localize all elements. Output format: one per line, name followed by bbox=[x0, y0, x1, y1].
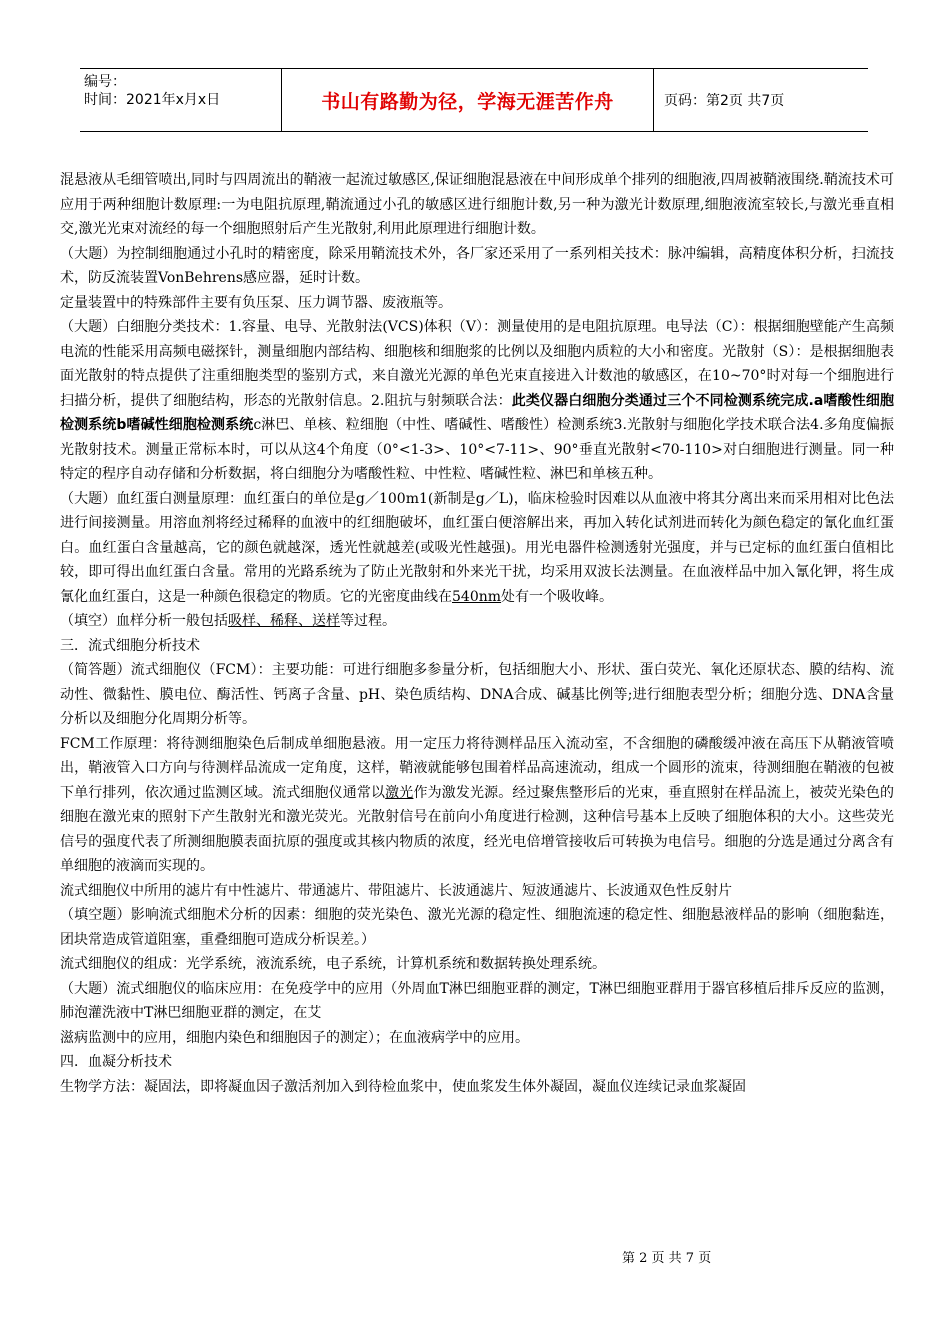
paragraph: 流式细胞仪中所用的滤片有中性滤片、带通滤片、带阻滤片、长波通滤片、短波通滤片、长波通双色性反射片 bbox=[60, 882, 732, 899]
header-meta bbox=[80, 69, 282, 131]
paragraph: 滋病监测中的应用，细胞内染色和细胞因子的测定）；在血液病学中的应用。 bbox=[60, 1029, 529, 1046]
underlined-answer: 540nm bbox=[452, 588, 502, 605]
paragraph: （简答题）流式细胞仪（FCM）：主要功能：可进行细胞多参量分析，包括细胞大小、形状、蛋白荧光、氧化还原状态、膜的结构、流动性、微黏性、膜电位、酶活性、钙离子含量、pH、染色质结构、DNA合成、碱基比例等;进行细胞表型分析；细胞分选、DNA含量分析以及细胞分化周期分析等。 bbox=[60, 662, 894, 727]
header-number-label: 编号： bbox=[84, 74, 126, 90]
section-heading: 三．流式细胞分析技术 bbox=[60, 637, 200, 654]
paragraph bbox=[60, 609, 894, 634]
paragraph: 定量装置中的特殊部件主要有负压泵、压力调节器、废液瓶等。 bbox=[60, 294, 452, 311]
paragraph: （大题）流式细胞仪的临床应用：在免疫学中的应用（外周血T淋巴细胞亚群的测定，T淋巴细胞亚群用于器官移植后排斥反应的监测，肺泡灌洗液中T淋巴细胞亚群的测定，在艾 bbox=[60, 980, 894, 1021]
footer-page-number: 第 2 页 共 7 页 bbox=[622, 1251, 712, 1266]
text-run: （填空）血样分析一般包括 bbox=[60, 613, 228, 629]
text-run: 等过程。 bbox=[340, 613, 396, 629]
paragraph bbox=[60, 732, 894, 879]
underlined-answer: 激光 bbox=[385, 784, 414, 801]
text-run: （大题）血红蛋白测量原理：血红蛋白的单位是g／100m1(新制是g／L)，临床检验时因难以从血液中将其分离出来而采用相对比色法进行间接测量。用溶血剂将经过稀释的血液中的红细胞破坏，血红蛋白便溶解出来，再加入转化试剂进而转化为颜色稳定的氰化血红蛋白。血红蛋白含量越高，它的颜色就越深，透光性就越差(或吸光性越强)。用光电器件检测透射光强度，并与已定标的血红蛋白值相比较，即可得出血红蛋白含量。常用的光路系统为了防止光散射和外来光干扰，均采用双波长法测量。在血液样品中加入氰化钾，将生成氰化血红蛋白，这是一种颜色很稳定的物质。它的光密度曲线在 bbox=[60, 490, 894, 605]
header-time: 时间：2021年x月x日 bbox=[84, 92, 221, 108]
text-run: （大题）白细胞分类技术：1.容量、电导、光散射法(VCS)体积（V）：测量使用的是电阻抗原理。电导法（C）：根据细胞壁能产生高频电流的性能采用高频电磁探针，测量细胞内部结构、细胞核和细胞浆的比例以及细胞内质粒的大小和密度。光散射（S）：是根据细胞表面光散射的特点提供了注重细胞类型的鉴别方式，来自激光光源的单色光束直接进入计数池的敏感区，在10~70°时对每一个细胞进行扫描分析，提供了细胞结构，形态的光散射信息。2.阻抗与射频联合法： bbox=[60, 319, 894, 409]
paragraph: （大题）为控制细胞通过小孔时的精密度，除采用鞘流技术外，各厂家还采用了一系列相关技术：脉冲编辑，高精度体积分析，扫流技术，防反流装置VonBehrens感应器，延时计数。 bbox=[60, 245, 894, 286]
document-body bbox=[60, 168, 894, 1099]
bold-text-run: 此类仪器白细胞分类通过三个不同检测系统完成.a嗜酸性细胞检测系统b嗜碱性细胞检测系统 bbox=[60, 392, 894, 433]
section-heading: 四．血凝分析技术 bbox=[60, 1054, 172, 1070]
text-run: 处有一个吸收峰。 bbox=[501, 588, 614, 605]
paragraph bbox=[60, 315, 894, 487]
paragraph: 混悬液从毛细管喷出,同时与四周流出的鞘液一起流过敏感区,保证细胞混悬液在中间形成单个排列的细胞液,四周被鞘液围绕.鞘流技术可应用于两种细胞计数原理:一为电阻抗原理,鞘流通过小孔的敏感区进行细胞计数,另一种为激光计数原理,细胞液流室较长,与激光垂直相交,激光光束对流经的每一个细胞照射后产生光散射,利用此原理进行细胞计数。 bbox=[60, 172, 894, 237]
paragraph: 生物学方法：凝固法，即将凝血因子激活剂加入到待检血浆中，使血浆发生体外凝固，凝血仪连续记录血浆凝固 bbox=[60, 1078, 746, 1095]
text-run: 作为激发光源。经过聚焦整形后的光束，垂直照射在样品流上，被荧光染色的细胞在激光束的照射下产生散射光和激光荧光。光散射信号在前向小角度进行检测，这种信号基本上反映了细胞体积的大小。这些荧光信号的强度代表了所测细胞膜表面抗原的强度或其核内物质的浓度，经光电倍增管接收后可转换为电信号。细胞的分选是通过分离含有单细胞的液滴而实现的。 bbox=[60, 784, 895, 874]
paragraph: 流式细胞仪的组成：光学系统，液流系统，电子系统，计算机系统和数据转换处理系统。 bbox=[60, 956, 606, 972]
header-motto: 书山有路勤为径，学海无涯苦作舟 bbox=[282, 69, 654, 131]
paragraph bbox=[60, 487, 894, 610]
header-page-number: 页码：第2页 共7页 bbox=[664, 93, 785, 109]
page-header bbox=[80, 68, 868, 132]
text-run: FCM工作原理：将待测细胞染色后制成单细胞悬液。用一定压力将待测样品压入流动室，不含细胞的磷酸缓冲液在高压下从鞘液管喷出，鞘液管入口方向与待测样品流成一定角度，这样，鞘液就能够包围着样品高速流动，组成一个圆形的流束，待测细胞在鞘液的包被下单行排列，依次通过监测区域。流式细胞仪通常以 bbox=[60, 735, 894, 801]
underlined-answer: 吸样、稀释、送样 bbox=[228, 613, 340, 629]
text-run: c淋巴、单核、粒细胞（中性、嗜碱性、嗜酸性）检测系统3.光散射与细胞化学技术联合法4.多角度偏振光散射技术。测量正常标本时，可以从这4个角度（0°<1-3>、10°<7-11>、90°垂直光散射<70-110>对白细胞进行测量。同一种特定的程序自动存储和分析数据，将白细胞分为嗜酸性粒、中性粒、嗜碱性粒、淋巴和单核五种。 bbox=[60, 417, 894, 482]
paragraph: （填空题）影响流式细胞术分析的因素：细胞的荧光染色、激光光源的稳定性、细胞流速的稳定性、细胞悬液样品的影响（细胞黏连，团块常造成管道阻塞，重叠细胞可造成分析误差。） bbox=[60, 907, 894, 948]
